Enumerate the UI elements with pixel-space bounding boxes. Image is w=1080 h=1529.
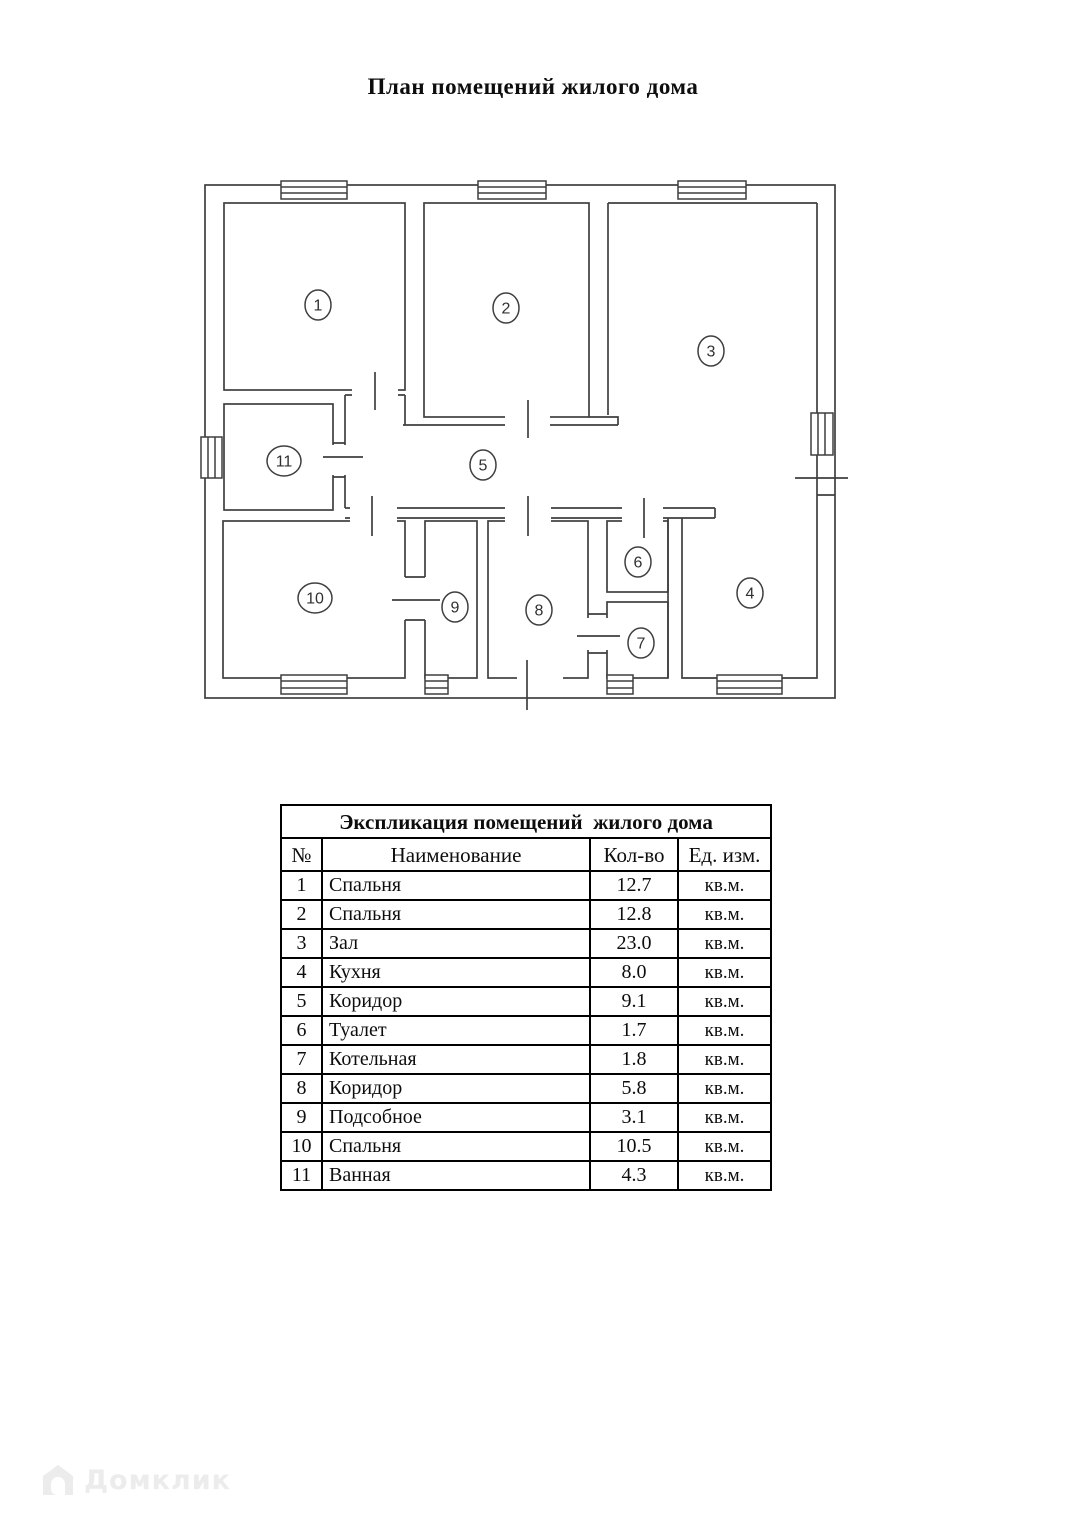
window-bottom-3 xyxy=(607,675,633,694)
window-top-2 xyxy=(478,181,546,199)
cell-num: 11 xyxy=(281,1161,322,1190)
cell-name: Кухня xyxy=(322,958,590,987)
room-number: 11 xyxy=(275,453,293,471)
room-number: 7 xyxy=(636,635,646,653)
window-bottom-2 xyxy=(425,675,448,694)
windows xyxy=(201,181,833,694)
cell-qty: 23.0 xyxy=(590,929,678,958)
cell-name: Котельная xyxy=(322,1045,590,1074)
cell-qty: 10.5 xyxy=(590,1132,678,1161)
table-header-row xyxy=(281,838,771,871)
cell-unit: кв.м. xyxy=(678,1016,771,1045)
cell-unit: кв.м. xyxy=(678,871,771,900)
room-label-4 xyxy=(737,578,763,608)
page-title: План помещений жилого дома xyxy=(367,74,699,99)
cell-qty: 12.7 xyxy=(590,871,678,900)
cell-qty: 4.3 xyxy=(590,1161,678,1190)
watermark xyxy=(40,1462,231,1498)
table-row xyxy=(281,871,771,900)
table-row xyxy=(281,900,771,929)
room-number: 1 xyxy=(313,297,323,315)
cell-name: Коридор xyxy=(322,1074,590,1103)
room-label-9 xyxy=(442,592,468,622)
cell-num: 7 xyxy=(281,1045,322,1074)
cell-qty: 9.1 xyxy=(590,987,678,1016)
cell-num: 3 xyxy=(281,929,322,958)
cell-unit: кв.м. xyxy=(678,987,771,1016)
cell-name: Ванная xyxy=(322,1161,590,1190)
room-number: 9 xyxy=(450,599,460,617)
room-label-8 xyxy=(526,595,552,625)
room-number: 10 xyxy=(306,590,324,608)
window-bottom-4 xyxy=(717,675,782,694)
room-number: 5 xyxy=(478,457,488,475)
window-left xyxy=(201,437,222,478)
cell-name: Коридор xyxy=(322,987,590,1016)
cell-num: 4 xyxy=(281,958,322,987)
watermark-brand: Домклик xyxy=(84,1464,232,1496)
cell-qty: 1.8 xyxy=(590,1045,678,1074)
cell-qty: 1.7 xyxy=(590,1016,678,1045)
room-number: 2 xyxy=(501,300,511,318)
room-label-10 xyxy=(298,583,332,613)
table-row xyxy=(281,1045,771,1074)
cell-num: 2 xyxy=(281,900,322,929)
room-label-1 xyxy=(305,290,331,320)
cell-unit: кв.м. xyxy=(678,929,771,958)
header-qty: Кол-во xyxy=(590,838,678,871)
room-label-11 xyxy=(267,446,301,476)
cell-num: 10 xyxy=(281,1132,322,1161)
cell-num: 1 xyxy=(281,871,322,900)
table-row xyxy=(281,987,771,1016)
window-top-1 xyxy=(281,181,347,199)
cell-qty: 5.8 xyxy=(590,1074,678,1103)
room-label-7 xyxy=(628,628,654,658)
room-number: 6 xyxy=(633,554,643,572)
cell-unit: кв.м. xyxy=(678,1074,771,1103)
cell-qty: 12.8 xyxy=(590,900,678,929)
floor-plan xyxy=(195,170,855,715)
header-unit: Ед. изм. xyxy=(678,838,771,871)
cell-num: 6 xyxy=(281,1016,322,1045)
table-row xyxy=(281,958,771,987)
table-title-row xyxy=(281,805,771,838)
window-bottom-1 xyxy=(281,675,347,694)
table-row xyxy=(281,1016,771,1045)
table-row xyxy=(281,1132,771,1161)
cell-name: Спальня xyxy=(322,871,590,900)
room-number: 8 xyxy=(534,602,544,620)
table-row xyxy=(281,929,771,958)
cell-name: Спальня xyxy=(322,900,590,929)
floor-plan-drawing xyxy=(195,170,855,715)
cell-num: 8 xyxy=(281,1074,322,1103)
cell-qty: 8.0 xyxy=(590,958,678,987)
corridor-wall xyxy=(589,417,618,425)
cell-name: Туалет xyxy=(322,1016,590,1045)
cell-qty: 3.1 xyxy=(590,1103,678,1132)
room-label-3 xyxy=(698,336,724,366)
cell-unit: кв.м. xyxy=(678,958,771,987)
room-label-6 xyxy=(625,547,651,577)
walls xyxy=(205,185,835,698)
cell-name: Спальня xyxy=(322,1132,590,1161)
cell-unit: кв.м. xyxy=(678,1103,771,1132)
domclick-house-icon xyxy=(40,1462,76,1498)
room-label-2 xyxy=(493,293,519,323)
room-number: 3 xyxy=(706,343,716,361)
cell-num: 9 xyxy=(281,1103,322,1132)
room-number: 4 xyxy=(745,585,755,603)
table-row xyxy=(281,1074,771,1103)
window-top-3 xyxy=(678,181,746,199)
door-ticks xyxy=(323,372,848,710)
cell-unit: кв.м. xyxy=(678,1161,771,1190)
header-num: № xyxy=(281,838,322,871)
cell-unit: кв.м. xyxy=(678,1132,771,1161)
table-title: Экспликация помещений жилого дома xyxy=(281,805,771,838)
explication-table xyxy=(280,804,772,1191)
cell-name: Зал xyxy=(322,929,590,958)
cell-name: Подсобное xyxy=(322,1103,590,1132)
room-label-5 xyxy=(470,450,496,480)
cell-unit: кв.м. xyxy=(678,900,771,929)
header-name: Наименование xyxy=(322,838,590,871)
outer-wall xyxy=(205,185,835,698)
cell-unit: кв.м. xyxy=(678,1045,771,1074)
table-row xyxy=(281,1103,771,1132)
table-row xyxy=(281,1161,771,1190)
window-right xyxy=(811,413,833,455)
cell-num: 5 xyxy=(281,987,322,1016)
explication-body xyxy=(281,871,771,1190)
